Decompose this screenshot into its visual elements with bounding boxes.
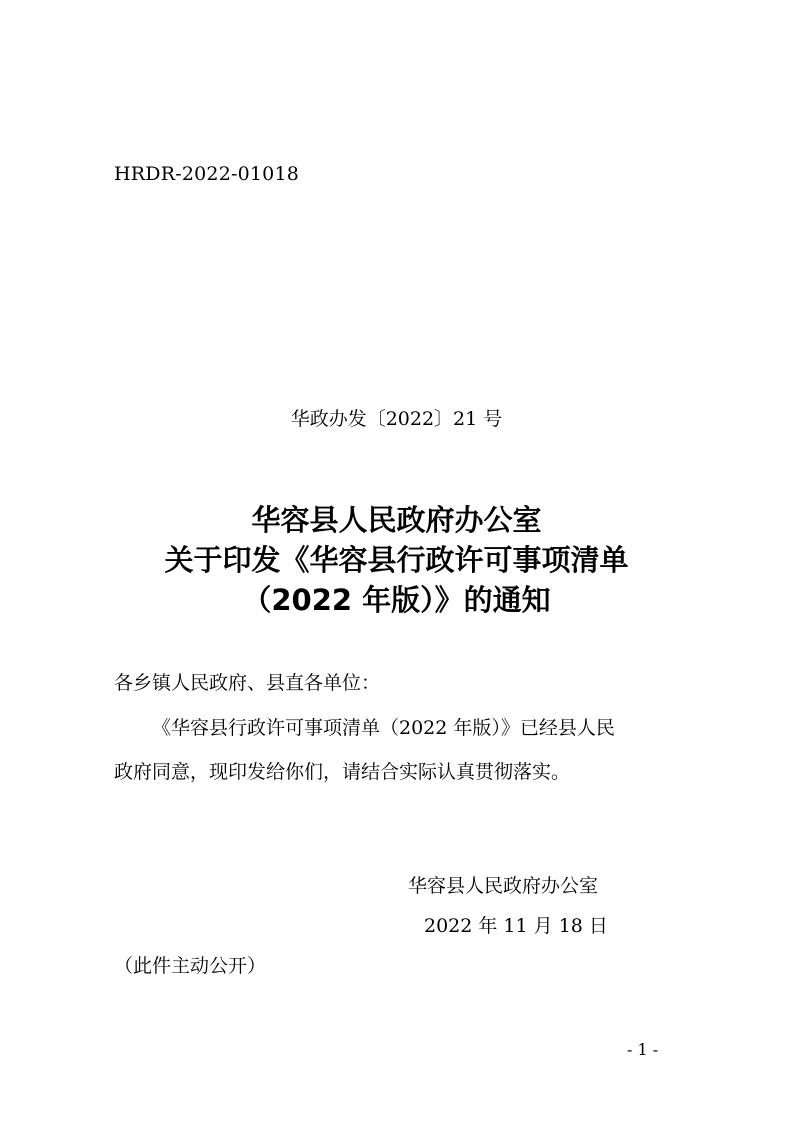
- body-line-1: 《华容县行政许可事项清单（2022 年版）》已经县人民: [152, 717, 615, 739]
- body-line-2: 政府同意，现印发给你们，请结合实际认真贯彻落实。: [114, 761, 571, 783]
- document-title: [0, 500, 793, 620]
- addressee: 各乡镇人民政府、县直各单位：: [114, 672, 381, 694]
- document-code: HRDR-2022-01018: [114, 163, 300, 185]
- document-number: 华政办发〔2022〕21 号: [290, 408, 503, 430]
- title-line-2: 关于印发《华容县行政许可事项清单: [164, 543, 629, 577]
- issuer-signature: 华容县人民政府办公室: [408, 875, 599, 897]
- page-number: - 1 -: [627, 1040, 659, 1059]
- disclosure-note: （此件主动公开）: [114, 955, 267, 977]
- title-line-3: （2022 年版）》的通知: [242, 583, 551, 617]
- title-line-1: 华容县人民政府办公室: [251, 503, 542, 537]
- issue-date: 2022 年 11 月 18 日: [424, 915, 608, 937]
